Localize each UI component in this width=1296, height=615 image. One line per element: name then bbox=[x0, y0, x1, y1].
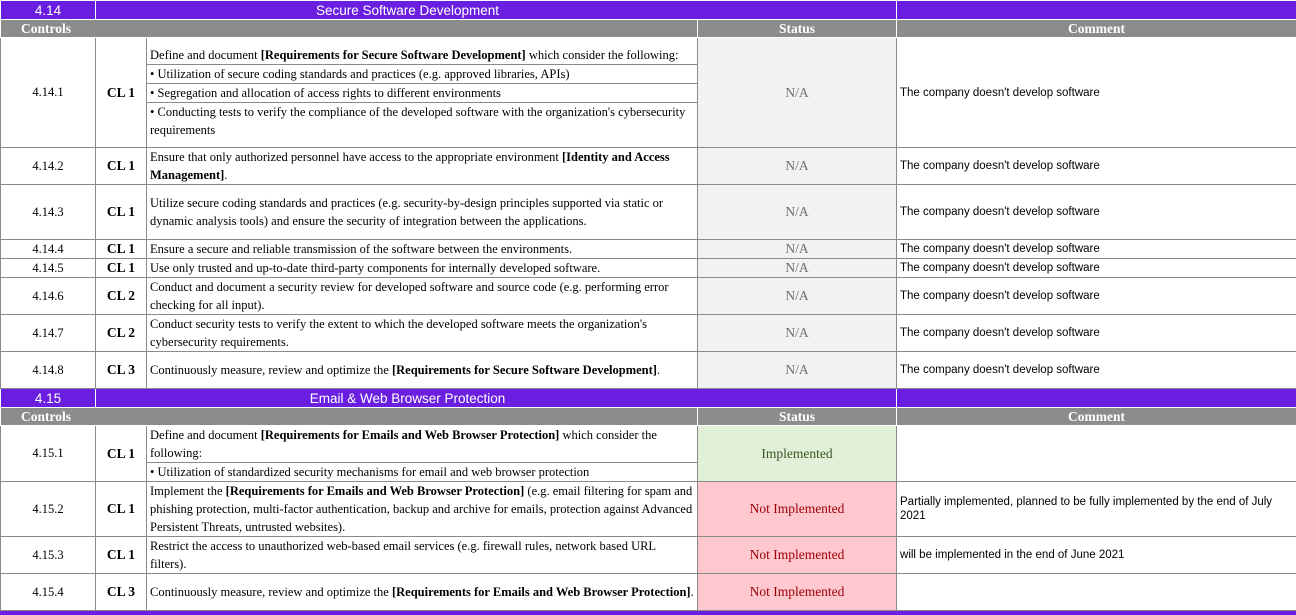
requirement-reference: [Requirements for Secure Software Development] bbox=[261, 48, 526, 62]
control-row bbox=[1, 537, 1296, 574]
description-text-tail: . bbox=[657, 363, 660, 377]
status-cell[interactable]: N/A bbox=[698, 352, 897, 389]
control-number-cell[interactable]: 4.15.3 bbox=[1, 537, 96, 574]
description-text: Define and document bbox=[150, 428, 261, 442]
description-line bbox=[147, 361, 697, 379]
comment-cell[interactable]: The company doesn't develop software bbox=[897, 259, 1296, 278]
control-number-cell[interactable]: 4.14.5 bbox=[1, 259, 96, 278]
description-line bbox=[147, 482, 697, 536]
control-number-cell[interactable]: 4.14.1 bbox=[1, 38, 96, 148]
requirement-reference: [Identity and Access Management] bbox=[150, 150, 670, 182]
description-line bbox=[147, 84, 697, 103]
control-row bbox=[1, 426, 1296, 482]
control-level-cell[interactable]: CL 1 bbox=[96, 537, 147, 574]
description-text: Utilize secure coding standards and practices (e.g. security-by-design principles supported via static or dynamic analysis tools) and ensure the security of integration between the applications. bbox=[150, 196, 663, 228]
control-row bbox=[1, 259, 1296, 278]
comment-cell[interactable]: The company doesn't develop software bbox=[897, 352, 1296, 389]
status-cell[interactable]: Not Implemented bbox=[698, 482, 897, 537]
control-number-cell[interactable]: 4.14.8 bbox=[1, 352, 96, 389]
control-level-cell[interactable]: CL 1 bbox=[96, 148, 147, 185]
control-row bbox=[1, 240, 1296, 259]
comment-cell[interactable]: The company doesn't develop software bbox=[897, 185, 1296, 240]
description-text-tail: . bbox=[224, 168, 227, 182]
description-line bbox=[147, 65, 697, 84]
status-cell[interactable]: N/A bbox=[698, 259, 897, 278]
description-text: Continuously measure, review and optimize the bbox=[150, 585, 392, 599]
control-row bbox=[1, 278, 1296, 315]
column-header-row bbox=[1, 20, 1296, 38]
section-blank-cell[interactable] bbox=[897, 389, 1296, 408]
control-number-cell[interactable]: 4.14.2 bbox=[1, 148, 96, 185]
section-title[interactable]: Email & Web Browser Protection bbox=[96, 389, 897, 408]
control-row bbox=[1, 148, 1296, 185]
description-line bbox=[147, 46, 697, 65]
description-text: Ensure a secure and reliable transmission of the software between the environments. bbox=[150, 242, 572, 256]
control-description-cell[interactable] bbox=[147, 315, 698, 352]
control-description-cell[interactable] bbox=[147, 574, 698, 611]
description-line bbox=[147, 194, 697, 230]
description-line bbox=[147, 426, 697, 463]
requirement-reference: [Requirements for Emails and Web Browser Protection] bbox=[392, 585, 691, 599]
controls-header[interactable]: Controls bbox=[1, 20, 698, 38]
status-header[interactable]: Status bbox=[698, 20, 897, 38]
control-level-cell[interactable]: CL 1 bbox=[96, 482, 147, 537]
description-line bbox=[147, 259, 697, 277]
control-row bbox=[1, 352, 1296, 389]
comment-cell[interactable]: will be implemented in the end of June 2021 bbox=[897, 537, 1296, 574]
description-text: Use only trusted and up-to-date third-party components for internally developed software. bbox=[150, 261, 600, 275]
description-text: Ensure that only authorized personnel have access to the appropriate environment bbox=[150, 150, 562, 164]
control-level-cell[interactable]: CL 1 bbox=[96, 240, 147, 259]
description-text: • Segregation and allocation of access rights to different environments bbox=[150, 86, 501, 100]
next-section-bar bbox=[1, 611, 1296, 615]
description-text: Conduct and document a security review for developed software and source code (e.g. performing error checking for all input). bbox=[150, 280, 669, 312]
sheet-body bbox=[1, 1, 1296, 615]
description-text: Define and document bbox=[150, 48, 261, 62]
control-number-cell[interactable]: 4.15.4 bbox=[1, 574, 96, 611]
status-cell[interactable]: N/A bbox=[698, 240, 897, 259]
status-cell[interactable]: N/A bbox=[698, 185, 897, 240]
description-text: • Utilization of secure coding standards and practices (e.g. approved libraries, APIs) bbox=[150, 67, 570, 81]
control-row bbox=[1, 574, 1296, 611]
control-number-cell[interactable]: 4.14.3 bbox=[1, 185, 96, 240]
description-text: Continuously measure, review and optimize the bbox=[150, 363, 392, 377]
control-description-cell[interactable] bbox=[147, 259, 698, 278]
control-level-cell[interactable]: CL 3 bbox=[96, 352, 147, 389]
comment-cell[interactable]: The company doesn't develop software bbox=[897, 315, 1296, 352]
next-section-bar-cell bbox=[1, 611, 1296, 615]
description-line bbox=[147, 148, 697, 184]
comment-cell[interactable] bbox=[897, 574, 1296, 611]
description-text-tail: . bbox=[691, 585, 694, 599]
description-text: Restrict the access to unauthorized web-based email services (e.g. firewall rules, network based URL filters). bbox=[150, 539, 656, 571]
control-number-cell[interactable]: 4.14.4 bbox=[1, 240, 96, 259]
status-cell[interactable]: N/A bbox=[698, 148, 897, 185]
comment-header[interactable]: Comment bbox=[897, 20, 1296, 38]
status-cell[interactable]: N/A bbox=[698, 38, 897, 148]
status-cell[interactable]: Implemented bbox=[698, 426, 897, 482]
comment-cell[interactable] bbox=[897, 426, 1296, 482]
control-description-cell[interactable] bbox=[147, 537, 698, 574]
control-level-cell[interactable]: CL 1 bbox=[96, 38, 147, 148]
control-description-cell[interactable] bbox=[147, 278, 698, 315]
status-cell[interactable]: Not Implemented bbox=[698, 574, 897, 611]
status-cell[interactable]: N/A bbox=[698, 278, 897, 315]
description-text-tail: which consider the following: bbox=[150, 428, 657, 460]
controls-header[interactable]: Controls bbox=[1, 408, 698, 426]
control-description-cell[interactable] bbox=[147, 148, 698, 185]
description-text: • Conducting tests to verify the compliance of the developed software with the organization's cybersecurity requirements bbox=[150, 105, 685, 137]
requirement-reference: [Requirements for Emails and Web Browser Protection] bbox=[261, 428, 560, 442]
control-description-cell[interactable] bbox=[147, 352, 698, 389]
control-row bbox=[1, 315, 1296, 352]
section-id[interactable]: 4.14 bbox=[1, 1, 96, 20]
description-line bbox=[147, 463, 697, 481]
control-row bbox=[1, 38, 1296, 148]
description-line bbox=[147, 240, 697, 258]
control-level-cell[interactable]: CL 1 bbox=[96, 426, 147, 482]
comment-cell[interactable]: The company doesn't develop software bbox=[897, 38, 1296, 148]
control-description-cell[interactable] bbox=[147, 482, 698, 537]
section-id[interactable]: 4.15 bbox=[1, 389, 96, 408]
comment-cell[interactable]: The company doesn't develop software bbox=[897, 240, 1296, 259]
control-level-cell[interactable]: CL 3 bbox=[96, 574, 147, 611]
description-line bbox=[147, 103, 697, 139]
description-text: Conduct security tests to verify the extent to which the developed software meets the organization's cybersecurity requirements. bbox=[150, 317, 647, 349]
control-description-cell[interactable] bbox=[147, 185, 698, 240]
requirement-reference: [Requirements for Emails and Web Browser Protection] bbox=[226, 484, 525, 498]
control-level-cell[interactable]: CL 2 bbox=[96, 278, 147, 315]
description-line bbox=[147, 315, 697, 351]
control-description-cell[interactable] bbox=[147, 426, 698, 482]
status-header[interactable]: Status bbox=[698, 408, 897, 426]
comment-cell[interactable]: The company doesn't develop software bbox=[897, 148, 1296, 185]
description-text: Implement the bbox=[150, 484, 226, 498]
section-row bbox=[1, 389, 1296, 408]
control-level-cell[interactable]: CL 1 bbox=[96, 259, 147, 278]
control-number-cell[interactable]: 4.14.7 bbox=[1, 315, 96, 352]
control-row bbox=[1, 185, 1296, 240]
section-blank-cell[interactable] bbox=[897, 1, 1296, 20]
comment-header[interactable]: Comment bbox=[897, 408, 1296, 426]
section-title[interactable]: Secure Software Development bbox=[96, 1, 897, 20]
control-number-cell[interactable]: 4.15.2 bbox=[1, 482, 96, 537]
description-text-tail: (e.g. email filtering for spam and phishing protection, multi-factor authentication, backup and archive for emails, protection against Advanced Persistent Threats, untrusted websites). bbox=[150, 484, 692, 534]
comment-cell[interactable]: The company doesn't develop software bbox=[897, 278, 1296, 315]
status-cell[interactable]: Not Implemented bbox=[698, 537, 897, 574]
requirement-reference: [Requirements for Secure Software Development] bbox=[392, 363, 657, 377]
control-row bbox=[1, 482, 1296, 537]
control-level-cell[interactable]: CL 1 bbox=[96, 185, 147, 240]
control-level-cell[interactable]: CL 2 bbox=[96, 315, 147, 352]
description-line bbox=[147, 537, 697, 573]
section-row bbox=[1, 1, 1296, 20]
description-line bbox=[147, 278, 697, 314]
comment-cell[interactable]: Partially implemented, planned to be fully implemented by the end of July 2021 bbox=[897, 482, 1296, 537]
control-description-cell[interactable] bbox=[147, 240, 698, 259]
control-number-cell[interactable]: 4.15.1 bbox=[1, 426, 96, 482]
control-description-cell[interactable] bbox=[147, 38, 698, 148]
description-text-tail: which consider the following: bbox=[526, 48, 679, 62]
column-header-row bbox=[1, 408, 1296, 426]
status-cell[interactable]: N/A bbox=[698, 315, 897, 352]
description-text: • Utilization of standardized security mechanisms for email and web browser protection bbox=[150, 465, 589, 479]
description-line bbox=[147, 583, 697, 601]
control-number-cell[interactable]: 4.14.6 bbox=[1, 278, 96, 315]
